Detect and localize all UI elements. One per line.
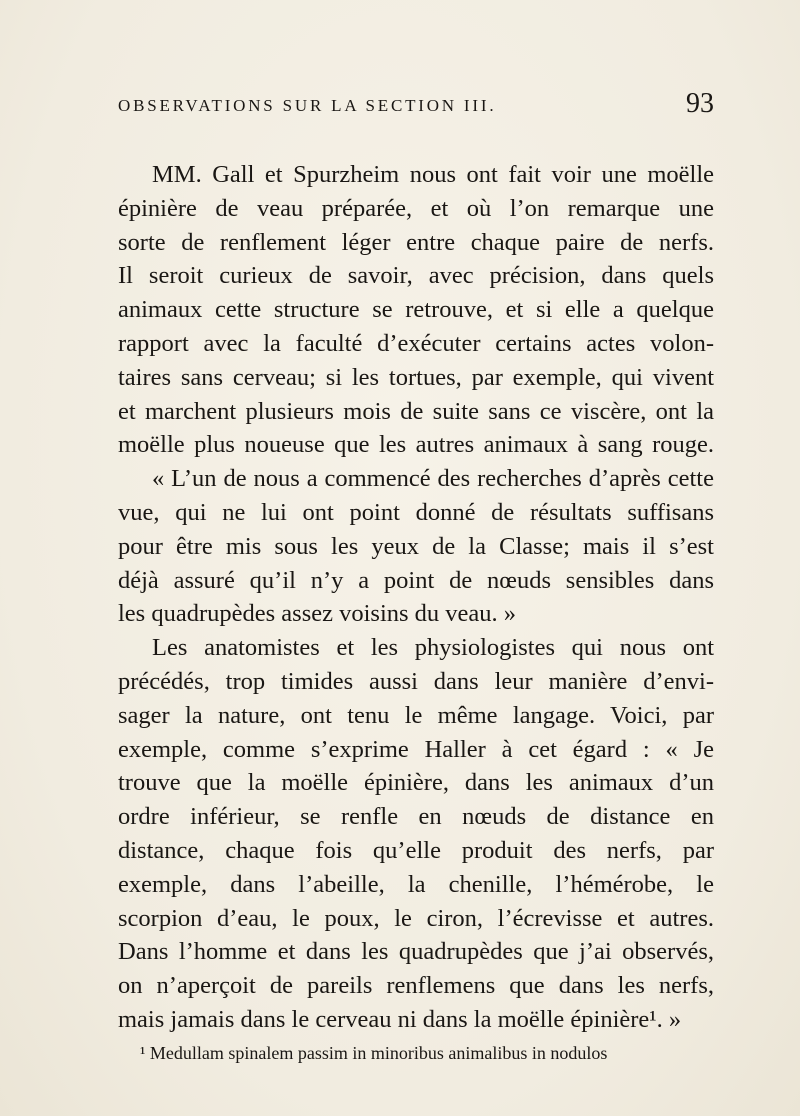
text-line: exemple, dans l’abeille, la chenille, l’hémérobe, le — [118, 870, 714, 898]
text-line: déjà assuré qu’il n’y a point de nœuds sensibles dans — [118, 566, 714, 594]
text-line: distance, chaque fois qu’elle produit des nerfs, par — [118, 836, 714, 864]
text-line: Dans l’homme et dans les quadrupèdes que j’ai observés, — [118, 938, 714, 966]
text-line: taires sans cerveau; si les tortues, par exemple, qui vivent — [118, 363, 714, 391]
text-line: on n’aperçoit de pareils renflemens que dans les nerfs, — [118, 972, 714, 1000]
body-text — [118, 158, 714, 1037]
text-line: exemple, comme s’exprime Haller à cet égard : « Je — [118, 735, 714, 763]
text-line: scorpion d’eau, le poux, le ciron, l’écrevisse et autres. — [118, 904, 714, 932]
page-number: 93 — [686, 88, 714, 119]
text-line: vue, qui ne lui ont point donné de résultats suffisans — [118, 498, 714, 526]
text-line: sager la nature, ont tenu le même langage. Voici, par — [118, 701, 714, 729]
text-line: « L’un de nous a commencé des recherches d’après cette — [152, 465, 714, 493]
running-title: OBSERVATIONS SUR LA SECTION III. — [118, 96, 497, 115]
text-line: rapport avec la faculté d’exécuter certains actes volon- — [118, 329, 714, 357]
text-line: Il seroit curieux de savoir, avec précision, dans quels — [118, 262, 714, 290]
text-line: moëlle plus noueuse que les autres animaux à sang rouge. — [118, 431, 714, 459]
text-line: les quadrupèdes assez voisins du veau. » — [118, 600, 517, 628]
text-line: Les anatomistes et les physiologistes qui nous ont — [152, 634, 714, 662]
footnote: ¹ Medullam spinalem passim in minoribus animalibus in nodulos — [140, 1043, 608, 1063]
text-line: MM. Gall et Spurzheim nous ont fait voir une moëlle — [152, 161, 714, 188]
text-line: mais jamais dans le cerveau ni dans la moëlle épinière¹. » — [118, 1005, 682, 1033]
text-line: sorte de renflement léger entre chaque paire de nerfs. — [118, 228, 714, 256]
text-line: précédés, trop timides aussi dans leur manière d’envi- — [118, 667, 714, 695]
text-line: pour être mis sous les yeux de la Classe; mais il s’est — [118, 532, 714, 560]
text-line: animaux cette structure se retrouve, et si elle a quelque — [118, 296, 714, 324]
text-line: et marchent plusieurs mois de suite sans ce viscère, ont la — [118, 397, 714, 425]
text-line: épinière de veau préparée, et où l’on remarque une — [118, 194, 714, 222]
text-line: ordre inférieur, se renfle en nœuds de distance en — [118, 803, 714, 831]
text-line: trouve que la moëlle épinière, dans les animaux d’un — [118, 769, 714, 797]
running-head — [118, 88, 714, 122]
